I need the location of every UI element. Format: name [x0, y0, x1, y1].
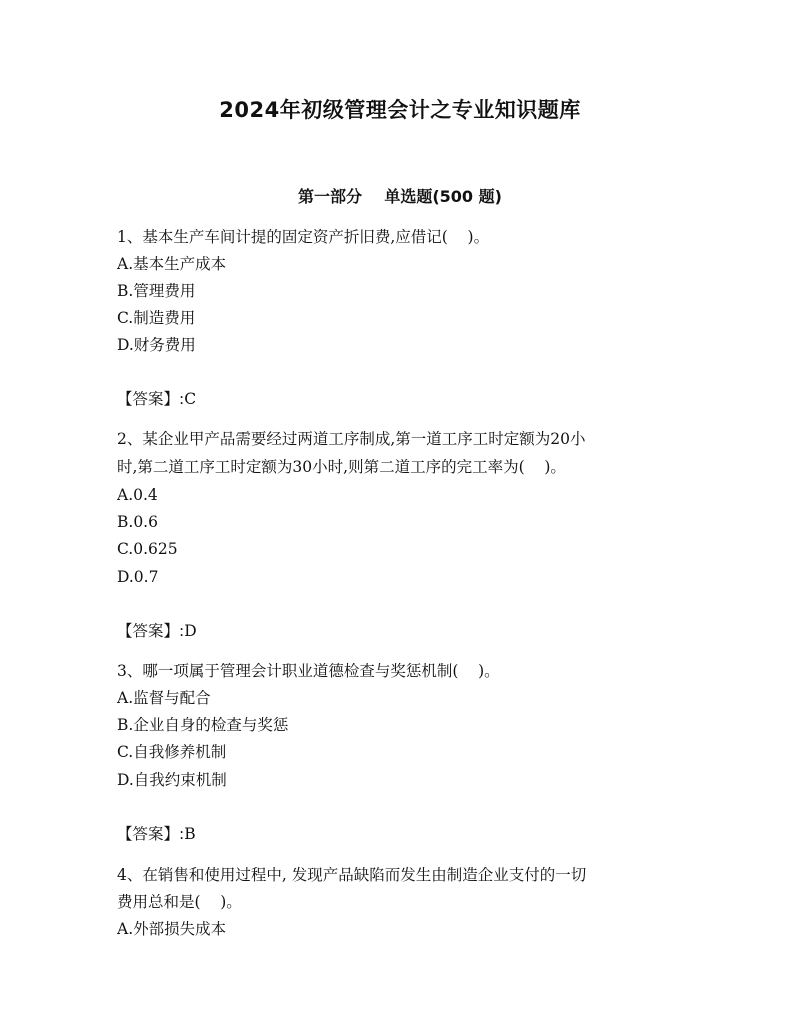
page-title: 2024年初级管理会计之专业知识题库: [219, 98, 581, 122]
question-3-answer: [117, 823, 196, 845]
question-3-stem: 3、哪一项属于管理会计职业道德检查与奖惩机制( )。: [117, 662, 500, 680]
answer-value: C: [184, 390, 197, 408]
answer-value: B: [184, 825, 196, 843]
question-1-option-a: A.基本生产成本: [117, 255, 227, 273]
answer-label: 【答案】:: [117, 622, 185, 640]
question-1-option-b: B.管理费用: [117, 282, 196, 300]
question-3-option-a: A.监督与配合: [117, 689, 211, 707]
question-1-answer: [117, 388, 196, 410]
question-3-option-c: C.自我修养机制: [117, 743, 227, 761]
question-4-option-a: A.外部损失成本: [117, 920, 227, 938]
question-1-option-d: D.财务费用: [117, 336, 196, 354]
question-3-option-b: B.企业自身的检查与奖惩: [117, 716, 289, 734]
question-2-option-a: A.0.4: [117, 486, 158, 504]
section-heading: 第一部分 单选题(500 题): [298, 187, 502, 206]
answer-label: 【答案】:: [117, 825, 185, 843]
question-2-option-b: B.0.6: [117, 513, 158, 531]
question-2-option-d: D.0.7: [117, 568, 159, 586]
question-2-stem-line-2: 时,第二道工序工时定额为30小时,则第二道工序的完工率为( )。: [117, 458, 566, 476]
question-4-stem-line-1: 4、在销售和使用过程中, 发现产品缺陷而发生由制造企业支付的一切: [117, 866, 587, 884]
question-3-option-d: D.自我约束机制: [117, 771, 227, 789]
answer-value: D: [184, 622, 197, 640]
question-2-stem-line-1: 2、某企业甲产品需要经过两道工序制成,第一道工序工时定额为20小: [117, 430, 586, 448]
question-2-answer: [117, 620, 197, 642]
question-1-stem: 1、基本生产车间计提的固定资产折旧费,应借记( )。: [117, 228, 490, 246]
question-2-option-c: C.0.625: [117, 540, 178, 558]
answer-label: 【答案】:: [117, 390, 185, 408]
question-1-option-c: C.制造费用: [117, 309, 196, 327]
question-4-stem-line-2: 费用总和是( )。: [117, 893, 242, 911]
